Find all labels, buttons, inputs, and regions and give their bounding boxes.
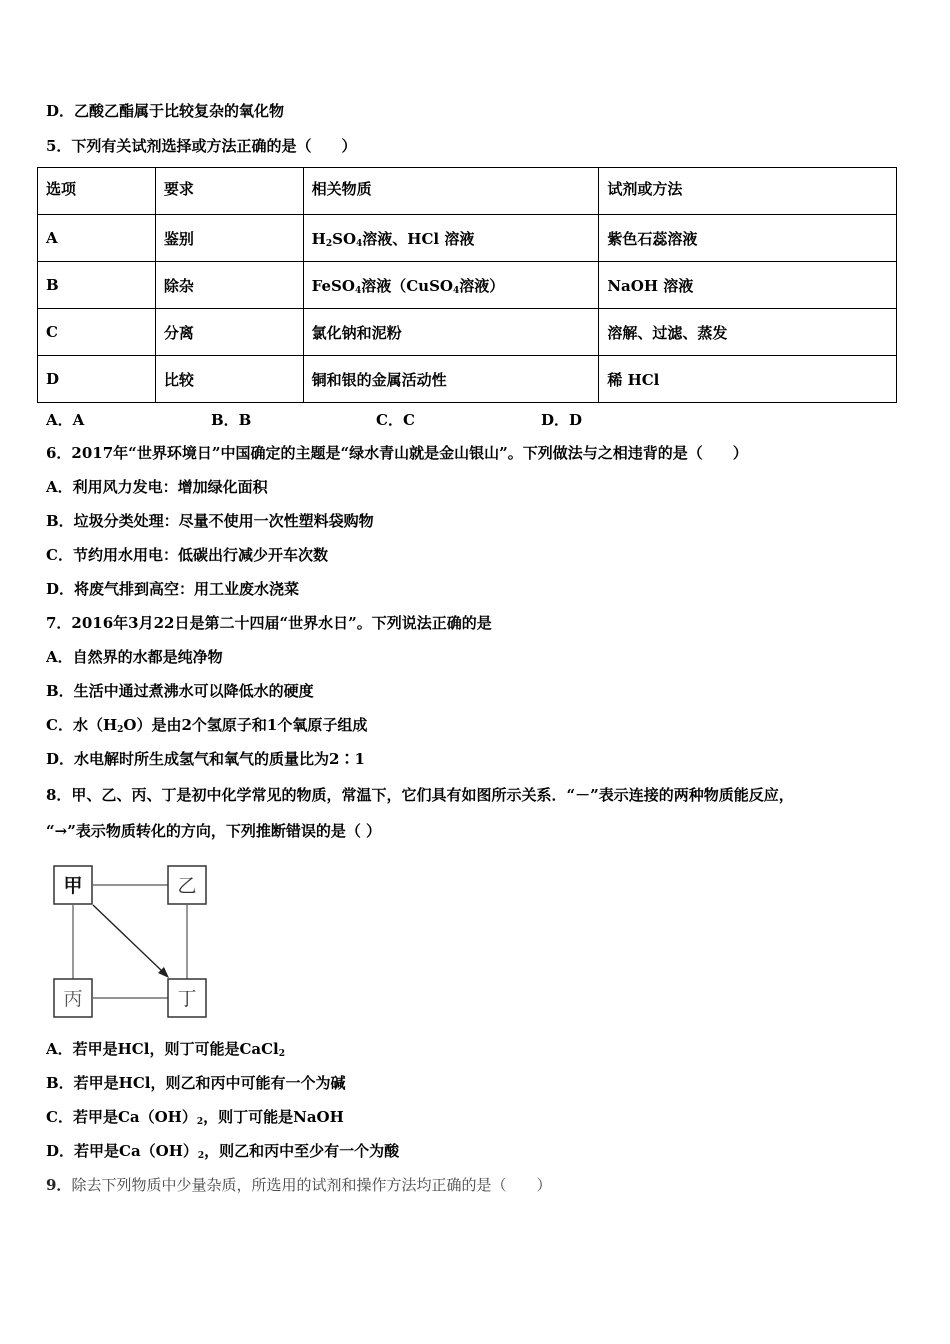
table-cell: 分离 (155, 309, 303, 356)
table-cell: 溶解、过滤、蒸发 (599, 309, 897, 356)
table-cell: 紫色石蕊溶液 (599, 215, 897, 262)
q5-table (37, 167, 897, 403)
q6-option-d: D．将废气排到高空：用工业废水浇菜 (46, 580, 300, 598)
table-cell: NaOH 溶液 (599, 262, 897, 309)
q6-option-b: B．垃圾分类处理：尽量不使用一次性塑料袋购物 (46, 512, 374, 530)
table-cell: B (38, 262, 156, 309)
q6-stem: 6．2017年“世界环境日”中国确定的主题是“绿水青山就是金山银山”。下列做法与之相违背的是（ ） (46, 444, 748, 462)
q5-choice-c: C．C (376, 411, 415, 429)
q5-choice-d: D．D (541, 411, 583, 429)
table-row (38, 262, 897, 309)
q5-choice-b: B．B (211, 411, 252, 429)
table-cell: A (38, 215, 156, 262)
table-cell: 稀 HCl (599, 356, 897, 403)
table-header-cell: 要求 (155, 168, 303, 215)
table-header-cell: 选项 (38, 168, 156, 215)
q8-stem-line1: 8．甲、乙、丙、丁是初中化学常见的物质，常温下，它们具有如图所示关系．“－”表示连接的两种物质能反应， (46, 786, 794, 804)
q7-option-a: A．自然界的水都是纯净物 (46, 648, 223, 666)
table-cell: 比较 (155, 356, 303, 403)
q6-option-a: A．利用风力发电：增加绿化面积 (46, 478, 268, 496)
q8-option-a: A．若甲是HCl，则丁可能是CaCl$_2$ (46, 1040, 286, 1059)
q9-stem: 9．除去下列物质中少量杂质，所选用的试剂和操作方法均正确的是（ ） (46, 1176, 552, 1194)
table-header-cell: 相关物质 (303, 168, 599, 215)
table-header-row (38, 168, 897, 215)
q7-option-d: D．水电解时所生成氢气和氧气的质量比为2∶1 (46, 750, 365, 768)
table-cell: 鉴别 (155, 215, 303, 262)
table-row (38, 215, 897, 262)
diagram-arrow (93, 905, 163, 972)
table-cell: $H_2SO_4$溶液、HCl 溶液 (303, 215, 599, 262)
q6-option-c: C．节约用水用电：低碳出行减少开车次数 (46, 546, 328, 564)
node-yi-label: 乙 (177, 875, 197, 897)
relationship-diagram (50, 862, 210, 1022)
table-cell: 除杂 (155, 262, 303, 309)
table-row (38, 356, 897, 403)
q7-option-b: B．生活中通过煮沸水可以降低水的硬度 (46, 682, 314, 700)
table-cell: FeSO$_4$溶液（CuSO$_4$溶液） (303, 262, 599, 309)
table-cell: D (38, 356, 156, 403)
q8-option-b: B．若甲是HCl，则乙和丙中可能有一个为碱 (46, 1074, 346, 1092)
node-jia-label: 甲 (63, 875, 83, 897)
node-bing-label: 丙 (63, 988, 83, 1010)
q4-option-d: D．乙酸乙酯属于比较复杂的氧化物 (46, 102, 285, 120)
table-cell: 铜和银的金属活动性 (303, 356, 599, 403)
q8-option-c: C．若甲是$Ca(OH)_2$，则丁可能是NaOH (46, 1108, 344, 1127)
q7-stem: 7．2016年3月22日是第二十四届“世界水日”。下列说法正确的是 (46, 614, 492, 632)
table-cell: C (38, 309, 156, 356)
q8-stem-line2: “→”表示物质转化的方向，下列推断错误的是（ ） (46, 822, 382, 840)
q5-choice-a: A．A (46, 411, 85, 429)
table-row (38, 309, 897, 356)
table-cell: 氯化钠和泥粉 (303, 309, 599, 356)
q5-stem: 5．下列有关试剂选择或方法正确的是（ ） (46, 137, 357, 155)
q7-option-c: C．水$(H_2O)$是由2个氢原子和1个氧原子组成 (46, 716, 368, 735)
table-header-cell: 试剂或方法 (599, 168, 897, 215)
q8-option-d: D．若甲是$Ca(OH)_2$，则乙和丙中至少有一个为酸 (46, 1142, 400, 1161)
node-ding-label: 丁 (177, 988, 197, 1010)
